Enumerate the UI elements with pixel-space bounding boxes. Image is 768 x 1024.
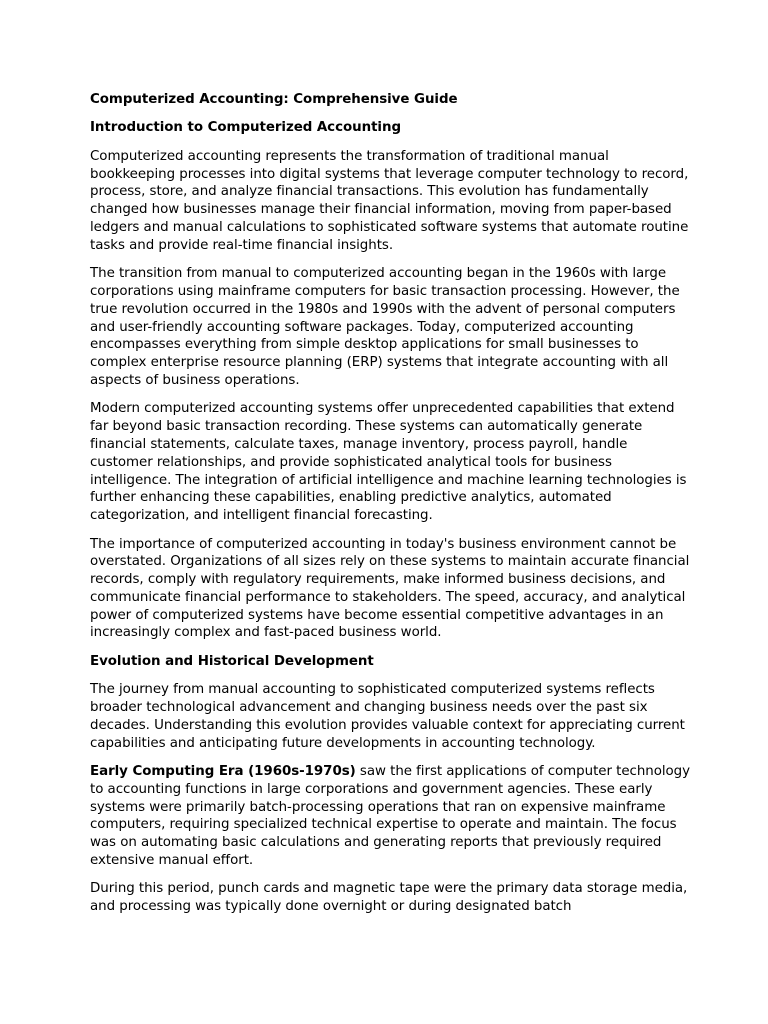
early-era-term: Early Computing Era (1960s-1970s) bbox=[90, 764, 356, 780]
early-era-text: saw the first applications of computer technology to accounting functions in large corporations and government agencies. These early systems were primarily batch-processing operations that ran on expensive mainframe computers, requiring specialized technical expertise to operate and maintain. The focus was on automating basic calculations and generating reports that previously required extensive manual effort. bbox=[90, 764, 690, 869]
evolution-paragraph-1: The journey from manual accounting to sophisticated computerized systems reflects broader technological advancement and changing business needs over the past six decades. Understanding this evolution provides valuable context for appreciating current capabilities and anticipating future developments in accounting technology. bbox=[90, 682, 685, 751]
intro-paragraph-1: Computerized accounting represents the transformation of traditional manual bookkeeping processes into digital systems that leverage computer technology to record, process, store, and analyze financial transactions. This evolution has fundamentally changed how businesses manage their financial information, moving from paper-based ledgers and manual calculations to sophisticated software systems that automate routine tasks and provide real-time financial insights. bbox=[90, 148, 689, 253]
section-heading-evolution: Evolution and Historical Development bbox=[90, 653, 374, 669]
early-era-paragraph bbox=[90, 763, 690, 870]
document-page bbox=[90, 91, 690, 927]
evolution-closing-paragraph: During this period, punch cards and magnetic tape were the primary data storage media, and processing was typically done overnight or during designated batch bbox=[90, 881, 688, 915]
intro-paragraph-3: Modern computerized accounting systems offer unprecedented capabilities that extend far beyond basic transaction recording. These systems can automatically generate financial statements, calculate taxes, manage inventory, process payroll, handle customer relationships, and provide sophisticated analytical tools for business intelligence. The integration of artificial intelligence and machine learning technologies is further enhancing these capabilities, enabling predictive analytics, automated categorization, and intelligent financial forecasting. bbox=[90, 401, 687, 524]
intro-paragraph-4: The importance of computerized accounting in today's business environment cannot be overstated. Organizations of all sizes rely on these systems to maintain accurate financial records, comply with regulatory requirements, make informed business decisions, and communicate financial performance to stakeholders. The speed, accuracy, and analytical power of computerized systems have become essential competitive advantages in an increasingly complex and fast-paced business world. bbox=[90, 536, 690, 641]
document-title: Computerized Accounting: Comprehensive Guide bbox=[90, 92, 458, 107]
intro-paragraph-2: The transition from manual to computerized accounting began in the 1960s with large corporations using mainframe computers for basic transaction processing. However, the true revolution occurred in the 1980s and 1990s with the advent of personal computers and user-friendly accounting software packages. Today, computerized accounting encompasses everything from simple desktop applications for small businesses to complex enterprise resource planning (ERP) systems that integrate accounting with all aspects of business operations. bbox=[90, 266, 680, 388]
section-heading-introduction: Introduction to Computerized Accounting bbox=[90, 120, 401, 136]
